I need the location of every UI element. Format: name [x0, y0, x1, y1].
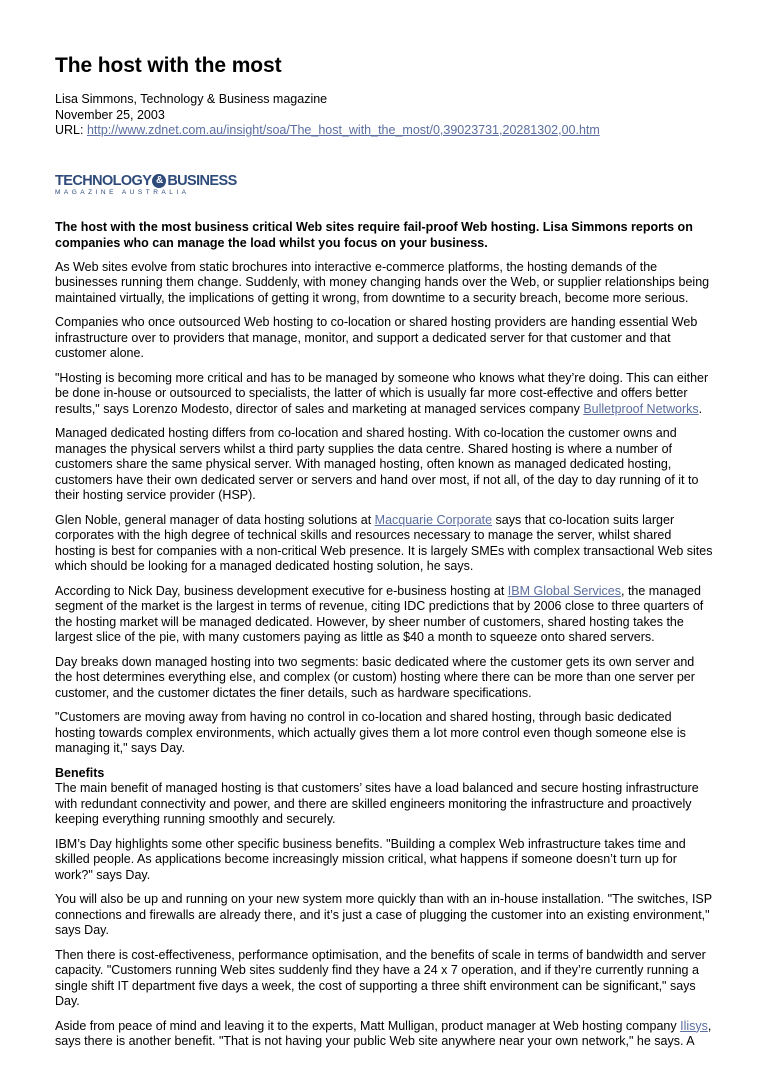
url-line: [55, 123, 715, 139]
benefits-section: [55, 766, 715, 828]
ibm-global-services-link[interactable]: IBM Global Services: [507, 583, 622, 598]
paragraph: The main benefit of managed hosting is that customers’ sites have a load balanced and secure hosting infrastructure with redundant connectivity and power, and there are skilled engineers monitoring the infrastructure and proactively keeping everything running smoothly and securely.: [55, 781, 699, 826]
paragraph: Then there is cost-effectiveness, performance optimisation, and the benefits of scale in terms of bandwidth and server capacity. "Customers running Web sites suddenly find they have a 24 x 7 operation, and if they’re currently running a single shift IT department five days a week, the cost of supporting a three shift environment can be significant," says Day.: [55, 947, 706, 1008]
paragraph: [55, 371, 715, 418]
logo-ampersand-icon: &: [152, 174, 166, 188]
publication-logo: [55, 173, 715, 197]
section-heading: Benefits: [55, 765, 105, 780]
paragraph: IBM’s Day highlights some other specific business benefits. "Building a complex Web infrastructure takes time and skilled people. As applications become increasingly mission critical, what happens if someone doesn’t turn up for work?" says Day.: [55, 836, 686, 882]
paragraph: Day breaks down managed hosting into two segments: basic dedicated where the customer gets its own server and the host determines everything else, and complex (or custom) hosting where there can be more than one server per customer, and the customer dictates the finer details, such as hardware specifications.: [55, 654, 695, 700]
paragraph-text: Aside from peace of mind and leaving it to the experts, Matt Mulligan, product manager at Web hosting company: [55, 1018, 681, 1033]
paragraph-text: .: [698, 401, 703, 416]
logo-subtitle: MAGAZINE AUSTRALIA: [55, 188, 190, 196]
paragraph-text: "Hosting is becoming more critical and has to be managed by someone who knows what they’re doing. This can either be done in-house or outsourced to specialists, the latter of which is usually far more cost-effective and offers better results," says Lorenzo Modesto, director of sales and marketing at managed services company: [55, 370, 709, 416]
bulletproof-networks-link[interactable]: Bulletproof Networks: [583, 401, 699, 416]
publish-date: November 25, 2003: [55, 107, 165, 122]
ilisys-link[interactable]: Ilisys: [680, 1018, 708, 1033]
article-meta: [55, 92, 715, 139]
paragraph: "Customers are moving away from having no control in co-location and shared hosting, through basic dedicated hosting towards complex environments, which actually gives them a lot more control even though someone else is managing it," says Day.: [55, 710, 686, 755]
source-url-link[interactable]: http://www.zdnet.com.au/insight/soa/The_host_with_the_most/0,39023731,20281302,00.htm: [86, 123, 600, 137]
paragraph-text: says that co-location suits larger corporates with the high degree of technical skills and resources necessary to manage the server, whilst shared hosting is best for companies with a non-critical Web presence. It is largely SMEs with complex transactional Web sites which should be looking for a managed dedicated hosting solution, he says.: [55, 512, 713, 573]
paragraph-text: , the managed segment of the market is the largest in terms of revenue, citing IDC predictions that by 2006 close to three quarters of the hosting market will be managed dedicated. However, by sheer number of customers, shared hosting takes the largest slice of the pie, with many customers paying as little as $40 a month to squeeze onto shared servers.: [55, 583, 704, 644]
logo-word-technology: TECHNOLOGY: [55, 172, 152, 189]
paragraph: [55, 584, 715, 646]
document-page: [55, 54, 715, 1050]
paragraph: Companies who once outsourced Web hosting to co-location or shared hosting providers are handing essential Web infrastructure over to providers that manage, monitor, and support a dedicated server for that customer and that customer alone.: [55, 315, 698, 360]
paragraph: As Web sites evolve from static brochures into interactive e-commerce platforms, the hosting demands of the businesses running them change. Suddenly, with money changing hands over the Web, or supplier relationships being maintained virtually, the implications of getting it wrong, from downtime to a security breach, become more serious.: [55, 259, 710, 305]
article-title: The host with the most: [55, 54, 282, 77]
paragraph: [55, 1019, 715, 1050]
paragraph: Managed dedicated hosting differs from co-location and shared hosting. With co-location the customer owns and manages the physical servers whilst a third party supplies the data centre. Shared hosting is where a number of customers share the same physical server. With managed hosting, often known as managed dedicated hosting, customers have their own dedicated server or servers and hand over most, if not all, of the day to day running of it to their hosting service provider (HSP).: [55, 426, 699, 502]
paragraph: [55, 513, 715, 575]
paragraph-text: According to Nick Day, business development executive for e-business hosting at: [55, 583, 508, 598]
logo-word-business: BUSINESS: [167, 172, 237, 189]
author-line: Lisa Simmons, Technology & Business magazine: [55, 92, 328, 106]
paragraph: You will also be up and running on your new system more quickly than with an in-house installation. "The switches, ISP connections and firewalls are already there, and it’s just a case of plugging the customer into an existing environment," says Day.: [55, 892, 712, 937]
paragraph-text: , says there is another benefit. "That is not having your public Web site anywhere near your own network," he says. A: [55, 1018, 712, 1048]
macquarie-corporate-link[interactable]: Macquarie Corporate: [374, 512, 493, 527]
url-label: URL:: [55, 123, 87, 137]
article-intro: The host with the most business critical Web sites require fail-proof Web hosting. Lisa Simmons reports on companies who can manage the load whilst you focus on your business.: [55, 219, 693, 250]
paragraph-text: Glen Noble, general manager of data hosting solutions at: [55, 512, 375, 527]
